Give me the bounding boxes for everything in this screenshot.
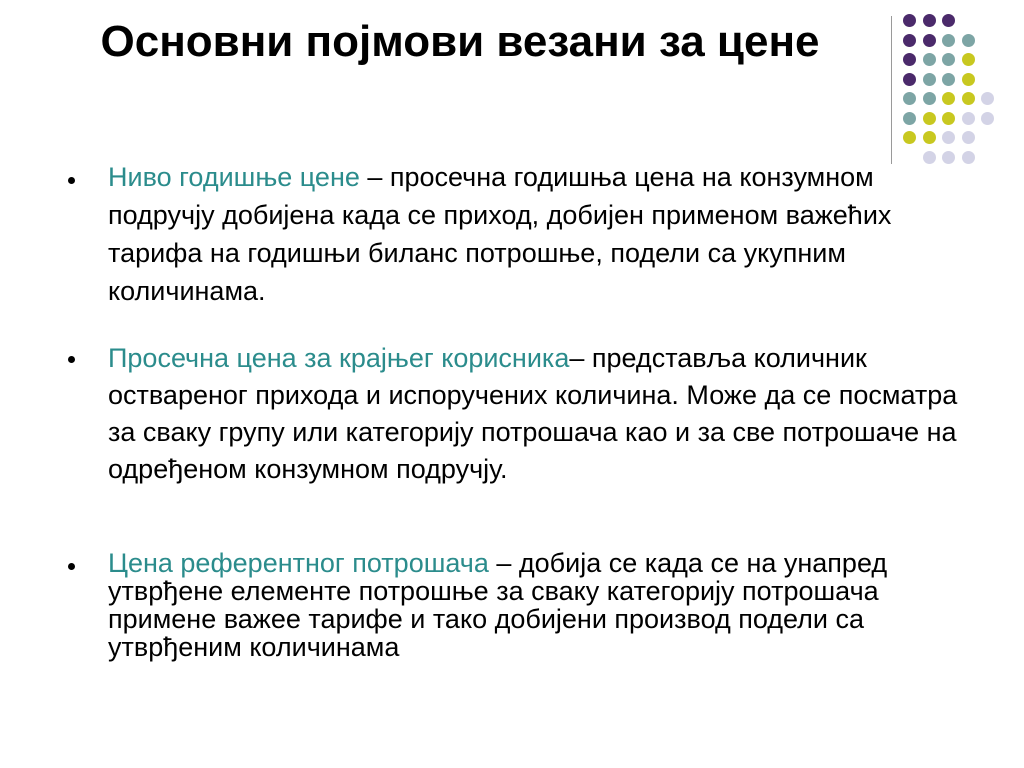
- decor-dot: [923, 34, 936, 47]
- decor-dot: [923, 131, 936, 144]
- decor-dot: [942, 131, 955, 144]
- decor-dot: [903, 53, 916, 66]
- decor-dot: [903, 131, 916, 144]
- decor-dot: [942, 112, 955, 125]
- decor-dot: [942, 92, 955, 105]
- decor-dot: [903, 92, 916, 105]
- decor-dot: [962, 112, 975, 125]
- vertical-divider: [891, 16, 892, 164]
- decor-dot: [962, 131, 975, 144]
- decor-dot: [942, 14, 955, 27]
- bullet-marker: [68, 563, 75, 570]
- decor-dot: [923, 112, 936, 125]
- decor-dot: [923, 14, 936, 27]
- slide-title: Основни појмови везани за цене: [100, 17, 820, 66]
- decor-dot: [962, 92, 975, 105]
- bullet-text: [108, 549, 978, 661]
- bullet-body: – представља количник оствареног прихода и испоручених количина. Може да се посматра за сваку групу или категорију потрошача као и за све потрошаче на одређеном конзумном подручју.: [108, 343, 958, 484]
- bullet-text: [108, 158, 978, 310]
- bullet-term: Ниво годишње цене: [108, 162, 360, 192]
- decor-dot: [981, 112, 994, 125]
- bullet-term: Просечна цена за крајњег корисника: [108, 343, 570, 373]
- decor-dot: [903, 34, 916, 47]
- decor-dot: [962, 34, 975, 47]
- bullet-text: [108, 340, 978, 488]
- decor-dot: [923, 92, 936, 105]
- decor-dot: [923, 53, 936, 66]
- bullet-marker: [68, 177, 75, 184]
- decor-dot: [962, 53, 975, 66]
- decor-dot: [903, 73, 916, 86]
- bullet-body: – добија се када се на унапред утврђене елементе потрошње за сваку категорију потрошача примене важее тарифе и тако добијени производ подели са утврђеним количинама: [108, 548, 888, 662]
- decor-dot: [923, 73, 936, 86]
- bullet-term: Цена референтног потрошача: [108, 548, 489, 578]
- decor-dot: [942, 34, 955, 47]
- bullet-body: – просечна годишња цена на конзумном подручју добијена када се приход, добијен применом важећих тарифа на годишњи биланс потрошње, подели са укупним количинама.: [108, 162, 892, 306]
- decor-dot: [903, 112, 916, 125]
- decor-dot: [962, 73, 975, 86]
- decor-dot: [981, 92, 994, 105]
- bullet-marker: [68, 356, 75, 363]
- decor-dot: [942, 53, 955, 66]
- decor-dot: [942, 73, 955, 86]
- decor-dot: [903, 14, 916, 27]
